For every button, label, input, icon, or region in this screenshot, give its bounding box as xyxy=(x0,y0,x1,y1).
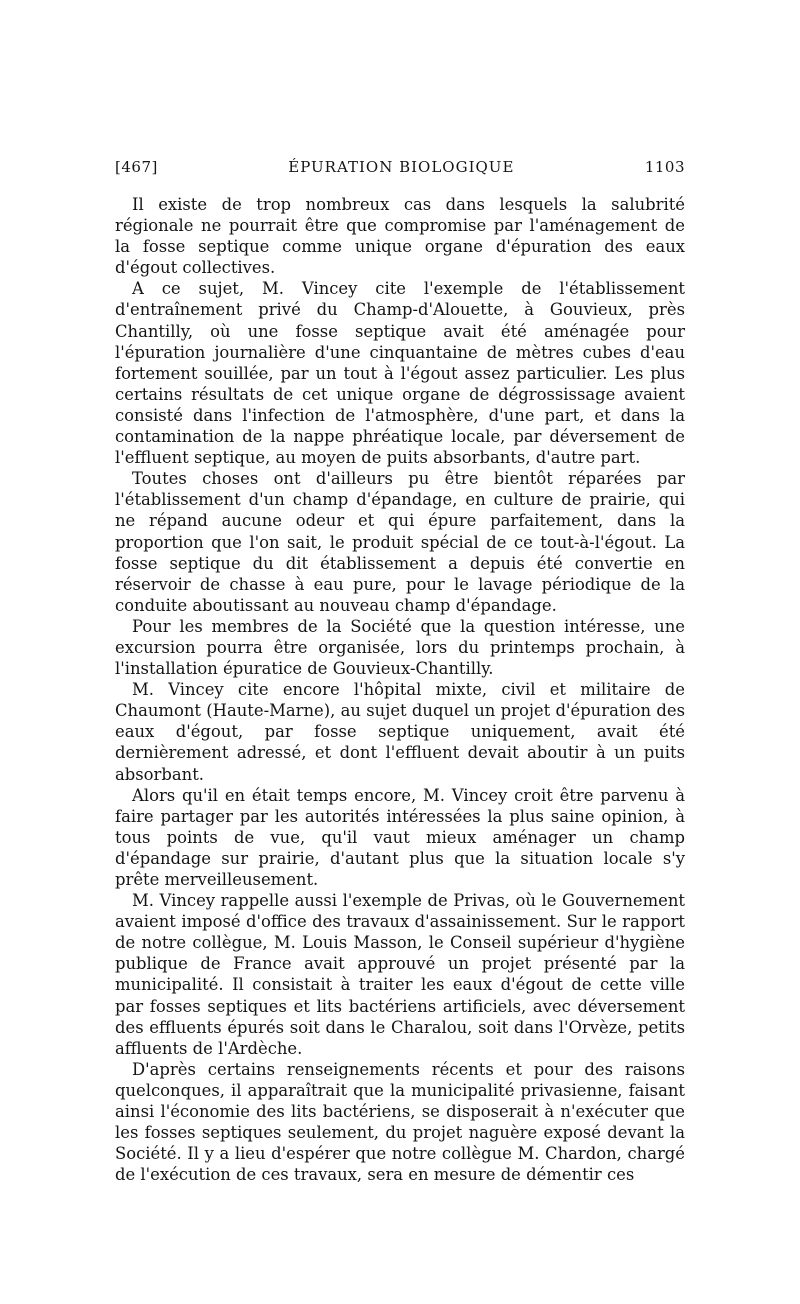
paragraph: D'après certains renseignements récents et pour des raisons quelconques, il apparaîtrait que la municipalité privasienne, faisant ainsi l'économie des lits bactériens, se disposerait à n'exécuter que les fosses septiques seulement, du projet naguère exposé devant la Société. Il y a lieu d'espérer que notre collègue M. Chardon, chargé de l'exécution de ces travaux, sera en mesure de démentir ces xyxy=(115,1059,685,1185)
running-header xyxy=(115,158,685,176)
paragraph: Toutes choses ont d'ailleurs pu être bientôt réparées par l'établissement d'un champ d'épandage, en culture de prairie, qui ne répand aucune odeur et qui épure parfaitement, dans la proportion que l'on sait, le produit spécial de ce tout-à-l'égout. La fosse septique du dit établissement a depuis été convertie en réservoir de chasse à eau pure, pour le lavage périodique de la conduite aboutissant au nouveau champ d'épandage. xyxy=(115,469,685,615)
paragraph: M. Vincey rappelle aussi l'exemple de Privas, où le Gouvernement avaient imposé d'office des travaux d'assainissement. Sur le rapport de notre collègue, M. Louis Masson, le Conseil supérieur d'hygiène publique de France avait approuvé un projet présenté par la municipalité. Il consistait à traiter les eaux d'égout de cette ville par fosses septiques et lits bactériens artificiels, avec déversement des effluents épurés soit dans le Charalou, soit dans l'Orvèze, petits affluents de l'Ardèche. xyxy=(115,891,685,1058)
document-page xyxy=(115,158,685,1185)
paragraph: Pour les membres de la Société que la question intéresse, une excursion pourra être organisée, lors du printemps prochain, à l'installation épuratice de Gouvieux-Chantilly. xyxy=(115,616,685,679)
section-number: [467] xyxy=(115,158,158,176)
body-text xyxy=(115,194,685,1185)
paragraph: Il existe de trop nombreux cas dans lesquels la salubrité régionale ne pourrait être que compromise par l'aménagement de la fosse septique comme unique organe d'épuration des eaux d'égout collectives. xyxy=(115,195,685,278)
paragraph: M. Vincey cite encore l'hôpital mixte, civil et militaire de Chaumont (Haute-Marne), au sujet duquel un projet d'épuration des eaux d'égout, par fosse septique uniquement, avait été dernièrement adressé, et dont l'effluent devait aboutir à un puits absorbant. xyxy=(115,680,685,784)
paragraph: A ce sujet, M. Vincey cite l'exemple de l'établissement d'entraînement privé du Champ-d'Alouette, à Gouvieux, près Chantilly, où une fosse septique avait été aménagée pour l'épuration journalière d'une cinquantaine de mètres cubes d'eau fortement souillée, par un tout à l'égout assez particulier. Les plus certains résultats de cet unique organe de dégrossissage avaient consisté dans l'infection de l'atmosphère, d'une part, et dans la contamination de la nappe phréatique locale, par déversement de l'effluent septique, au moyen de puits absorbants, d'autre part. xyxy=(115,279,685,468)
page-number: 1103 xyxy=(644,158,685,176)
paragraph: Alors qu'il en était temps encore, M. Vincey croit être parvenu à faire partager par les autorités intéressées la plus saine opinion, à tous points de vue, qu'il vaut mieux aménager un champ d'épandage sur prairie, d'autant plus que la situation locale s'y prête merveilleusement. xyxy=(115,785,685,889)
running-title: ÉPURATION BIOLOGIQUE xyxy=(288,158,515,176)
